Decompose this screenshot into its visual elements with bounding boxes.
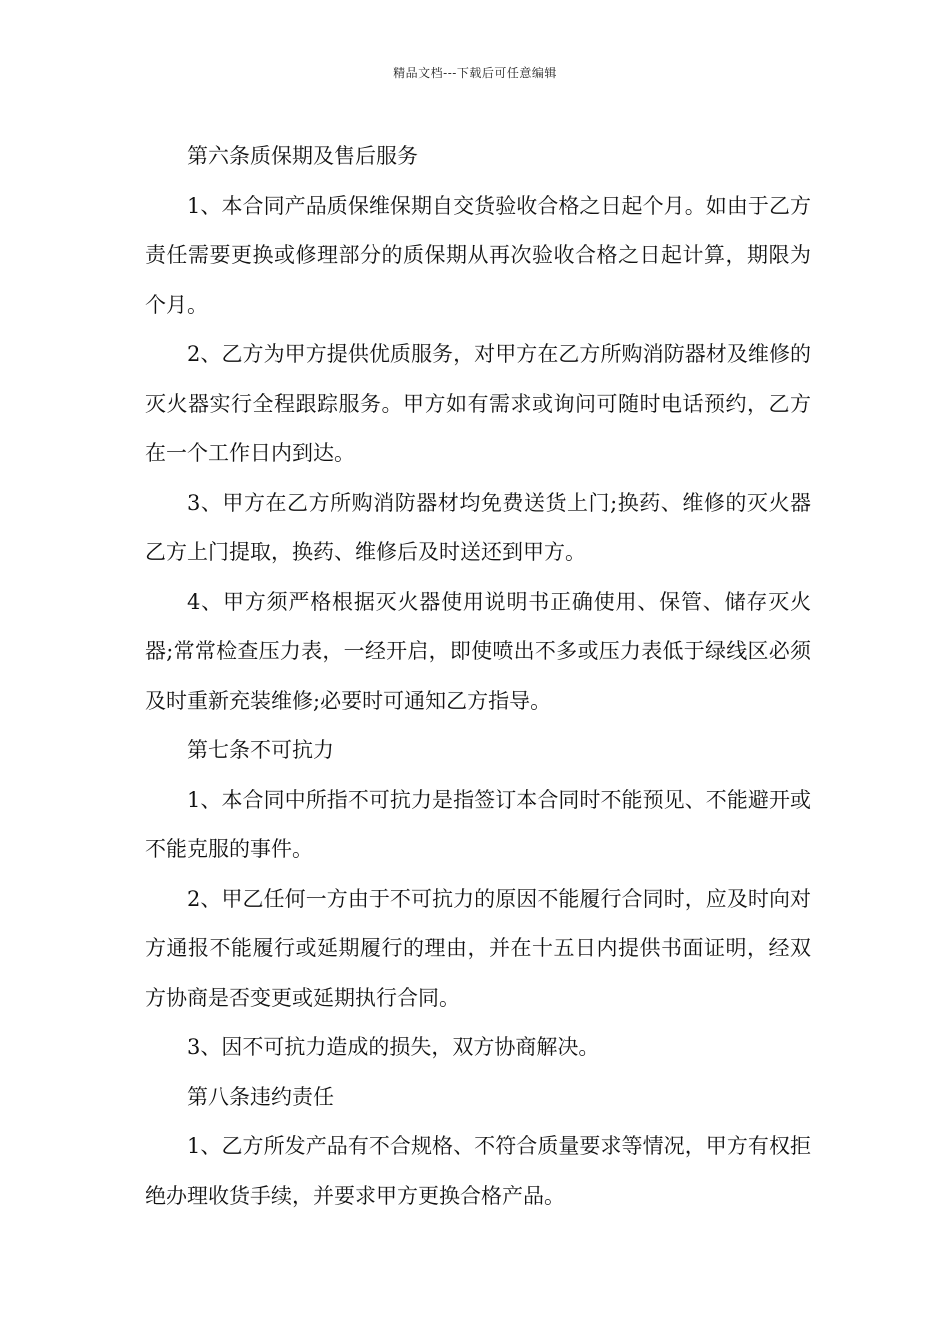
paragraph: 4、甲方须严格根据灭火器使用说明书正确使用、保管、储存灭火器;常常检查压力表，一经开启，即使喷出不多或压力表低于绿线区必须及时重新充装维修;必要时可通知乙方指导。 [145, 589, 811, 713]
paragraph: 2、乙方为甲方提供优质服务，对甲方在乙方所购消防器材及维修的灭火器实行全程跟踪服务。甲方如有需求或询问可随时电话预约，乙方在一个工作日内到达。 [145, 342, 811, 465]
paragraph: 3、因不可抗力造成的损失，双方协商解决。 [187, 1035, 600, 1059]
section-heading: 第七条不可抗力 [187, 738, 334, 762]
paragraph: 1、本合同产品质保维保期自交货验收合格之日起个月。如由于乙方责任需要更换或修理部分的质保期从再次验收合格之日起计算，期限为个月。 [145, 193, 811, 317]
paragraph: 2、甲乙任何一方由于不可抗力的原因不能履行合同时，应及时向对方通报不能履行或延期履行的理由，并在十五日内提供书面证明，经双方协商是否变更或延期执行合同。 [145, 886, 811, 1010]
document-body [145, 132, 811, 1221]
paragraph: 1、乙方所发产品有不合规格、不符合质量要求等情况，甲方有权拒绝办理收货手续，并要求甲方更换合格产品。 [145, 1134, 811, 1208]
paragraph: 3、甲方在乙方所购消防器材均免费送货上门;换药、维修的灭火器乙方上门提取，换药、维修后及时送还到甲方。 [145, 490, 811, 564]
section-heading: 第八条违约责任 [187, 1084, 334, 1109]
page-header: 精品文档---下载后可任意编辑 [393, 66, 557, 80]
paragraph: 1、本合同中所指不可抗力是指签订本合同时不能预见、不能避开或不能克服的事件。 [145, 787, 811, 861]
section-heading: 第六条质保期及售后服务 [187, 144, 418, 168]
